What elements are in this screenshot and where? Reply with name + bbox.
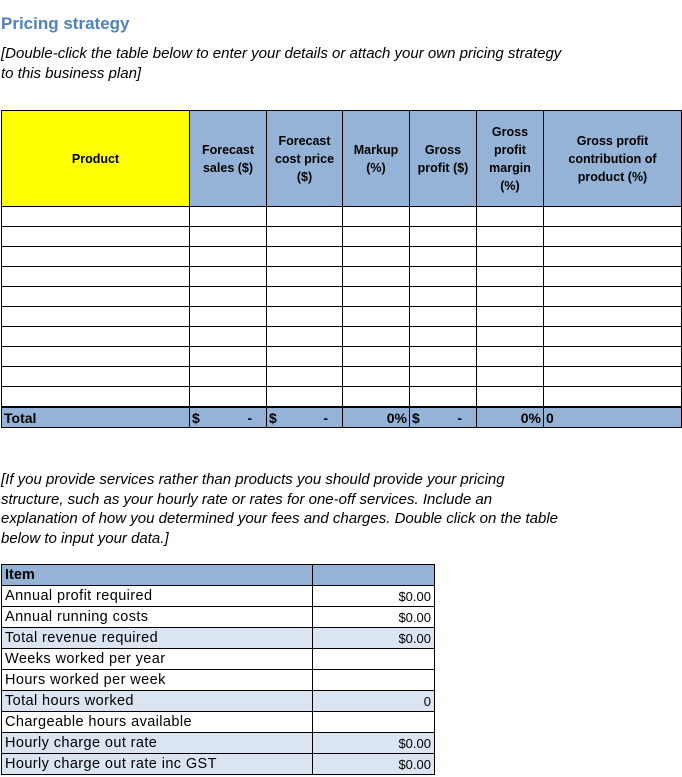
services-row[interactable] (2, 628, 435, 649)
product-row[interactable] (2, 367, 682, 387)
row-value[interactable] (313, 649, 435, 670)
services-row[interactable] (2, 712, 435, 733)
product-cell[interactable] (190, 327, 267, 347)
pricing-table[interactable] (1, 110, 682, 428)
product-cell[interactable] (477, 367, 544, 387)
row-label: Annual profit required (2, 586, 313, 607)
product-cell[interactable] (410, 347, 477, 367)
product-cell[interactable] (544, 247, 682, 267)
product-cell[interactable] (267, 267, 343, 287)
product-cell[interactable] (190, 307, 267, 327)
product-cell[interactable] (190, 347, 267, 367)
product-cell[interactable] (2, 387, 190, 408)
row-label: Hourly charge out rate inc GST (2, 754, 313, 775)
product-cell[interactable] (190, 387, 267, 408)
header-product: Product (2, 111, 190, 207)
total-forecast-sales (190, 407, 267, 428)
row-label: Total revenue required (2, 628, 313, 649)
product-cell[interactable] (2, 307, 190, 327)
header-forecast-sales: Forecast sales ($) (190, 111, 267, 207)
header-forecast-cost-price: Forecast cost price ($) (267, 111, 343, 207)
services-table[interactable] (1, 564, 435, 775)
product-cell[interactable] (2, 327, 190, 347)
services-header-row (2, 565, 435, 586)
row-value[interactable]: $0.00 (313, 586, 435, 607)
header-markup: Markup (%) (343, 111, 410, 207)
header-gross-profit-margin: Gross profit margin (%) (477, 111, 544, 207)
product-cell[interactable] (190, 287, 267, 307)
currency-symbol: $ (192, 409, 200, 426)
pricing-header-row (2, 111, 682, 207)
product-cell[interactable] (2, 287, 190, 307)
row-label: Total hours worked (2, 691, 313, 712)
product-row[interactable] (2, 247, 682, 267)
product-cell[interactable] (410, 387, 477, 408)
product-cell[interactable] (267, 367, 343, 387)
product-cell[interactable] (544, 327, 682, 347)
product-cell[interactable] (477, 267, 544, 287)
product-cell[interactable] (544, 307, 682, 327)
product-cell[interactable] (410, 307, 477, 327)
total-gross-profit (410, 407, 477, 428)
services-row[interactable] (2, 586, 435, 607)
product-row[interactable] (2, 287, 682, 307)
product-cell[interactable] (2, 227, 190, 247)
product-cell[interactable] (267, 307, 343, 327)
product-cell[interactable] (410, 327, 477, 347)
row-value[interactable]: 0 (313, 691, 435, 712)
product-cell[interactable] (410, 227, 477, 247)
page-title: Pricing strategy (1, 14, 130, 33)
product-cell[interactable] (190, 207, 267, 227)
product-row[interactable] (2, 227, 682, 247)
total-contribution: 0 (544, 407, 682, 428)
product-cell[interactable] (190, 267, 267, 287)
product-cell[interactable] (267, 287, 343, 307)
product-cell[interactable] (410, 367, 477, 387)
services-row[interactable] (2, 754, 435, 775)
product-row[interactable] (2, 267, 682, 287)
product-cell[interactable] (477, 347, 544, 367)
product-cell[interactable] (2, 367, 190, 387)
product-cell[interactable] (544, 227, 682, 247)
product-cell[interactable] (544, 367, 682, 387)
services-row[interactable] (2, 691, 435, 712)
row-value[interactable]: $0.00 (313, 628, 435, 649)
product-cell[interactable] (477, 387, 544, 408)
row-label: Weeks worked per year (2, 649, 313, 670)
row-value[interactable]: $0.00 (313, 754, 435, 775)
total-label: Total (2, 407, 190, 428)
row-value[interactable] (313, 712, 435, 733)
product-cell[interactable] (477, 307, 544, 327)
product-cell[interactable] (544, 287, 682, 307)
pricing-total-row (2, 407, 682, 428)
product-cell[interactable] (477, 207, 544, 227)
services-instructions: [If you provide services rather than products you should provide your pricing structure, such as your hourly rate or rates for one-off services. Include an explanation of how you determined your fees and charges. Double click on the table below to input your data.] (1, 471, 559, 547)
product-cell[interactable] (343, 267, 410, 287)
product-cell[interactable] (410, 267, 477, 287)
product-cell[interactable] (343, 307, 410, 327)
product-row[interactable] (2, 307, 682, 327)
product-cell[interactable] (477, 327, 544, 347)
product-cell[interactable] (267, 327, 343, 347)
product-cell[interactable] (267, 247, 343, 267)
product-cell[interactable] (544, 347, 682, 367)
product-row[interactable] (2, 207, 682, 227)
header-gross-profit-contribution: Gross profit contribution of product (%) (544, 111, 682, 207)
product-cell[interactable] (343, 387, 410, 408)
services-row[interactable] (2, 649, 435, 670)
product-cell[interactable] (343, 367, 410, 387)
product-row[interactable] (2, 327, 682, 347)
product-cell[interactable] (343, 247, 410, 267)
product-row[interactable] (2, 387, 682, 408)
product-cell[interactable] (2, 267, 190, 287)
row-value[interactable] (313, 670, 435, 691)
product-cell[interactable] (410, 207, 477, 227)
total-value: - (323, 409, 328, 426)
services-row[interactable] (2, 733, 435, 754)
product-cell[interactable] (544, 207, 682, 227)
product-cell[interactable] (410, 247, 477, 267)
total-gross-profit-margin: 0% (477, 407, 544, 428)
product-cell[interactable] (267, 207, 343, 227)
row-label: Annual running costs (2, 607, 313, 628)
product-cell[interactable] (2, 347, 190, 367)
total-forecast-cost (267, 407, 343, 428)
currency-symbol: $ (269, 409, 277, 426)
product-cell[interactable] (190, 227, 267, 247)
product-cell[interactable] (190, 247, 267, 267)
total-value: - (457, 409, 462, 426)
row-value[interactable]: $0.00 (313, 733, 435, 754)
total-markup: 0% (343, 407, 410, 428)
currency-symbol: $ (412, 409, 420, 426)
product-cell[interactable] (410, 287, 477, 307)
product-cell[interactable] (544, 387, 682, 408)
product-cell[interactable] (267, 227, 343, 247)
services-header-value (313, 565, 435, 586)
product-cell[interactable] (544, 267, 682, 287)
product-cell[interactable] (477, 227, 544, 247)
pricing-instructions: [Double-click the table below to enter your details or attach your own pricing strategy to this business plan] (1, 45, 562, 82)
product-cell[interactable] (343, 347, 410, 367)
product-cell[interactable] (2, 207, 190, 227)
product-cell[interactable] (343, 227, 410, 247)
product-cell[interactable] (190, 367, 267, 387)
product-cell[interactable] (343, 327, 410, 347)
product-row[interactable] (2, 347, 682, 367)
product-cell[interactable] (2, 247, 190, 267)
services-header-item: Item (2, 565, 313, 586)
services-row[interactable] (2, 607, 435, 628)
total-value: - (247, 409, 252, 426)
row-value[interactable]: $0.00 (313, 607, 435, 628)
product-cell[interactable] (477, 287, 544, 307)
product-cell[interactable] (343, 207, 410, 227)
product-cell[interactable] (343, 287, 410, 307)
product-cell[interactable] (267, 387, 343, 408)
services-row[interactable] (2, 670, 435, 691)
product-cell[interactable] (267, 347, 343, 367)
row-label: Chargeable hours available (2, 712, 313, 733)
row-label: Hours worked per week (2, 670, 313, 691)
header-gross-profit: Gross profit ($) (410, 111, 477, 207)
product-cell[interactable] (477, 247, 544, 267)
row-label: Hourly charge out rate (2, 733, 313, 754)
